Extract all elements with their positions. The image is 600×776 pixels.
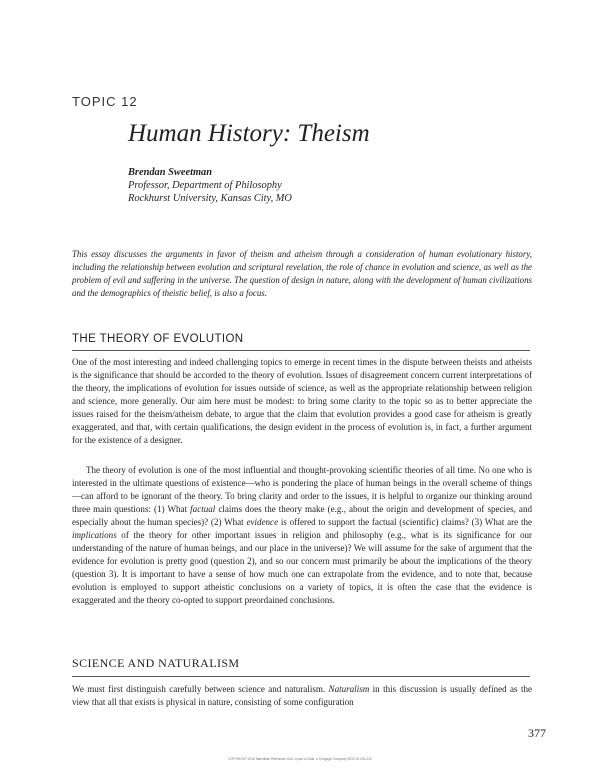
text-run: claims does the theory make (e.g., about the origin and development of species, and especially about the human species)? (2) What (72, 504, 532, 527)
body-paragraph: One of the most interesting and indeed challenging topics to emerge in recent times in the dispute between theists and atheists is the significance that should be accorded to the theory of evolution. Issues of disagreement concern current interpretations of the theory, the implications of evolution for issues outside of science, as well as the appropriate relationship between religion and science, more generally. Our aim here must be modest: to bring some clarity to the topic so as to better appreciate the issues raised for the theism/atheism debate, to argue that the claim that evolution provides a good case for atheism is greatly exaggerated, and that, with certain qualifications, the design evident in the process of evolution is, in fact, a further argument for the existence of a designer. (72, 357, 532, 445)
copyright-footer: COPYRIGHT 2016 Macmillan Reference USA, a part of Gale, a Cengage Company WCN 02-200-210 (228, 757, 372, 761)
text-run: in this discussion is usually defined as the view that all that exists is physical in nature, consisting of some configuration (72, 684, 532, 707)
section-heading-science-and-naturalism: SCIENCE AND NATURALISM (72, 656, 530, 677)
text-run: of the theory for other important issues in religion and philosophy (e.g., what is its significance for our understanding of the nature of human beings, and our place in the universe)? We will assume for the sake of argument that the evidence for evolution is pretty good (question 2), and so our concern must primarily be about the implications of the theory (question 3). It is important to have a sense of how much one can extrapolate from the evidence, and to note that, because evolution is employed to support atheistic conclusions on a variety of topics, it is often the case that the evidence is exaggerated and the theory co-opted to support preordained conclusions. (72, 530, 532, 605)
text-run: is offered to support the factual (scientific) claims? (3) What are the (278, 517, 533, 527)
abstract: This essay discusses the arguments in favor of theism and atheism through a consideration of human evolutionary history, including the relationship between evolution and scriptural revelation, the role of chance in evolution and science, as well as the problem of evil and suffering in the universe. The question of design in nature, along with the development of human civilizations and the demographics of theistic belief, is also a focus. (72, 249, 532, 298)
emphasis: factual (190, 504, 216, 514)
text-run: The theory of evolution is one of the most influential and thought-provoking scientific theories of all time. No one who is interested in the ultimate questions of existence—who is pondering the place of human beings in the overall scheme of things—can afford to be ignorant of the theory. To bring clarity and order to the issues, it is helpful to organize our thinking around three main questions: (1) What (72, 465, 532, 514)
page-number: 377 (528, 726, 546, 740)
author-title: Professor, Department of Philosophy (128, 180, 282, 191)
author-name: Brendan Sweetman (128, 167, 213, 178)
topic-label: TOPIC 12 (72, 94, 138, 109)
text-run: We must first distinguish carefully between science and naturalism. (72, 684, 329, 694)
section-heading-theory-of-evolution: THE THEORY OF EVOLUTION (72, 333, 530, 351)
body-paragraph (72, 683, 532, 709)
chapter-title: Human History: Theism (128, 120, 370, 147)
body-paragraph (72, 464, 532, 607)
author-affiliation: Rockhurst University, Kansas City, MO (128, 193, 292, 204)
emphasis: implications (72, 530, 117, 540)
author-block (128, 166, 292, 205)
emphasis: evidence (246, 517, 279, 527)
emphasis: Naturalism (328, 684, 370, 694)
